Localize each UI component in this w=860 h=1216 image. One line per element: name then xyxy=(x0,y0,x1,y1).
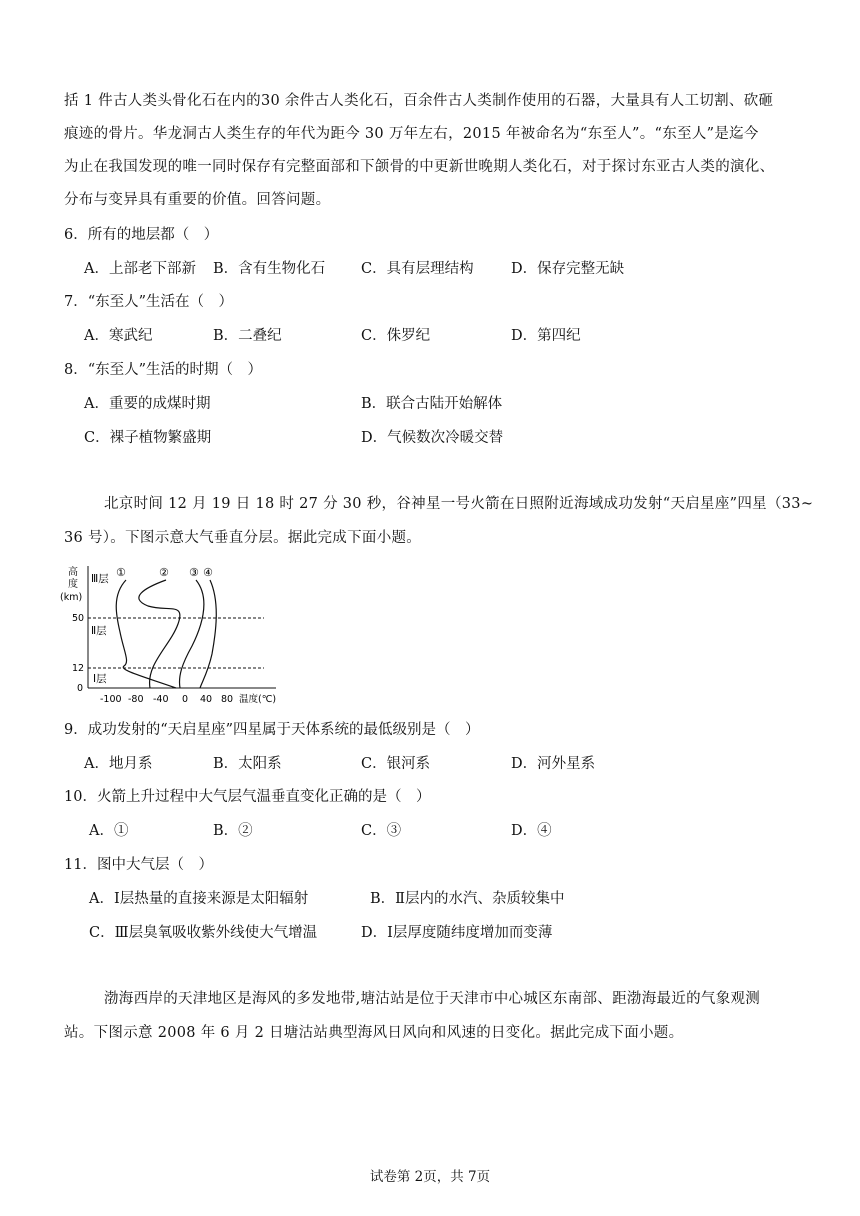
question-7-option-d: D．第四纪 xyxy=(511,328,581,344)
y-tick-50: 50 xyxy=(72,613,85,624)
curve-1-label: ① xyxy=(116,566,126,579)
layer-2-label: Ⅱ层 xyxy=(91,625,107,637)
question-9-option-c: C．银河系 xyxy=(361,756,431,772)
question-6-option-c: C．具有层理结构 xyxy=(361,261,474,277)
question-6-stem: 6．所有的地层都（ ） xyxy=(64,227,219,243)
y-tick-0: 0 xyxy=(77,683,84,694)
x-tick-minus80: -80 xyxy=(128,694,144,705)
layer-1-label: Ⅰ层 xyxy=(93,673,107,685)
atmosphere-layers-figure xyxy=(58,560,288,710)
question-10-option-d: D．④ xyxy=(511,823,552,839)
passage-3-line-2: 站。下图示意 2008 年 6 月 2 日塘沽站典型海风日风向和风速的日变化。据此完成下面小题。 xyxy=(64,1025,684,1041)
y-axis-title-1: 高 xyxy=(68,567,78,578)
question-11-option-b: B．Ⅱ层内的水汽、杂质较集中 xyxy=(370,891,565,907)
question-11-option-c: C．Ⅲ层臭氧吸收紫外线使大气增温 xyxy=(89,925,318,941)
question-7-option-a: A．寒武纪 xyxy=(84,328,153,344)
page-footer: 试卷第 2页，共 7页 xyxy=(369,1169,491,1185)
y-axis-title-2: 度 xyxy=(68,579,78,590)
x-tick-40: 40 xyxy=(200,694,213,705)
question-10-option-b: B．② xyxy=(213,823,253,839)
question-8-option-c: C．裸子植物繁盛期 xyxy=(84,430,212,446)
question-8-stem: 8．“东至人”生活的时期（ ） xyxy=(64,362,263,378)
x-tick-0: 0 xyxy=(182,694,189,705)
x-axis-title: 温度(℃) xyxy=(239,694,277,705)
curve-3-label: ③ xyxy=(189,566,199,579)
question-10-stem: 10．火箭上升过程中大气层气温垂直变化正确的是（ ） xyxy=(64,789,431,805)
curve-3 xyxy=(180,580,204,688)
layer-3-label: Ⅲ层 xyxy=(91,573,109,585)
x-tick-minus40: -40 xyxy=(153,694,169,705)
question-7-option-b: B．二叠纪 xyxy=(213,328,282,344)
question-6-option-a: A．上部老下部新 xyxy=(84,261,196,277)
question-11-option-d: D．Ⅰ层厚度随纬度增加而变薄 xyxy=(361,925,553,941)
question-6-option-d: D．保存完整无缺 xyxy=(511,261,625,277)
question-10-option-a: A．① xyxy=(89,823,129,839)
intro-line-1: 括 1 件古人类头骨化石在内的30 余件古人类化石，百余件古人类制作使用的石器，大量具有人工切割、砍砸 xyxy=(64,93,774,109)
question-11-option-a: A．Ⅰ层热量的直接来源是太阳辐射 xyxy=(89,891,309,907)
y-axis-unit: (km) xyxy=(60,592,83,603)
question-7-option-c: C．侏罗纪 xyxy=(361,328,431,344)
question-8-option-a: A．重要的成煤时期 xyxy=(84,396,211,412)
curve-2-label: ② xyxy=(159,566,169,579)
passage-3-line-1: 渤海西岸的天津地区是海风的多发地带,塘沽站是位于天津市中心城区东南部、距渤海最近的气象观测 xyxy=(104,991,761,1007)
x-tick-minus100: -100 xyxy=(100,694,122,705)
intro-line-4: 分布与变异具有重要的价值。回答问题。 xyxy=(64,192,331,208)
intro-line-2: 痕迹的骨片。华龙洞古人类生存的年代为距今 30 万年左右，2015 年被命名为“东至人”。“东至人”是迄今 xyxy=(64,126,759,142)
curve-2 xyxy=(139,580,180,688)
y-tick-12: 12 xyxy=(72,663,85,674)
question-6-option-b: B．含有生物化石 xyxy=(213,261,326,277)
passage-2-line-1: 北京时间 12 月 19 日 18 时 27 分 30 秒，谷神星一号火箭在日照附近海域成功发射“天启星座”四星（33~ xyxy=(104,496,814,512)
question-9-option-a: A．地月系 xyxy=(84,756,153,772)
curve-4-label: ④ xyxy=(203,566,213,579)
x-tick-80: 80 xyxy=(221,694,234,705)
question-9-stem: 9．成功发射的“天启星座”四星属于天体系统的最低级别是（ ） xyxy=(64,722,480,738)
question-10-option-c: C．③ xyxy=(361,823,402,839)
curve-4 xyxy=(200,580,216,688)
question-11-stem: 11．图中大气层（ ） xyxy=(64,857,213,873)
question-8-option-d: D．气候数次冷暖交替 xyxy=(361,430,504,446)
question-9-option-b: B．太阳系 xyxy=(213,756,282,772)
question-8-option-b: B．联合古陆开始解体 xyxy=(361,396,503,412)
intro-line-3: 为止在我国发现的唯一同时保存有完整面部和下颌骨的中更新世晚期人类化石，对于探讨东亚古人类的演化、 xyxy=(64,159,775,175)
question-9-option-d: D．河外星系 xyxy=(511,756,596,772)
question-7-stem: 7．“东至人”生活在（ ） xyxy=(64,294,234,310)
curve-1 xyxy=(116,580,176,688)
passage-2-line-2: 36 号）。下图示意大气垂直分层。据此完成下面小题。 xyxy=(64,530,422,546)
